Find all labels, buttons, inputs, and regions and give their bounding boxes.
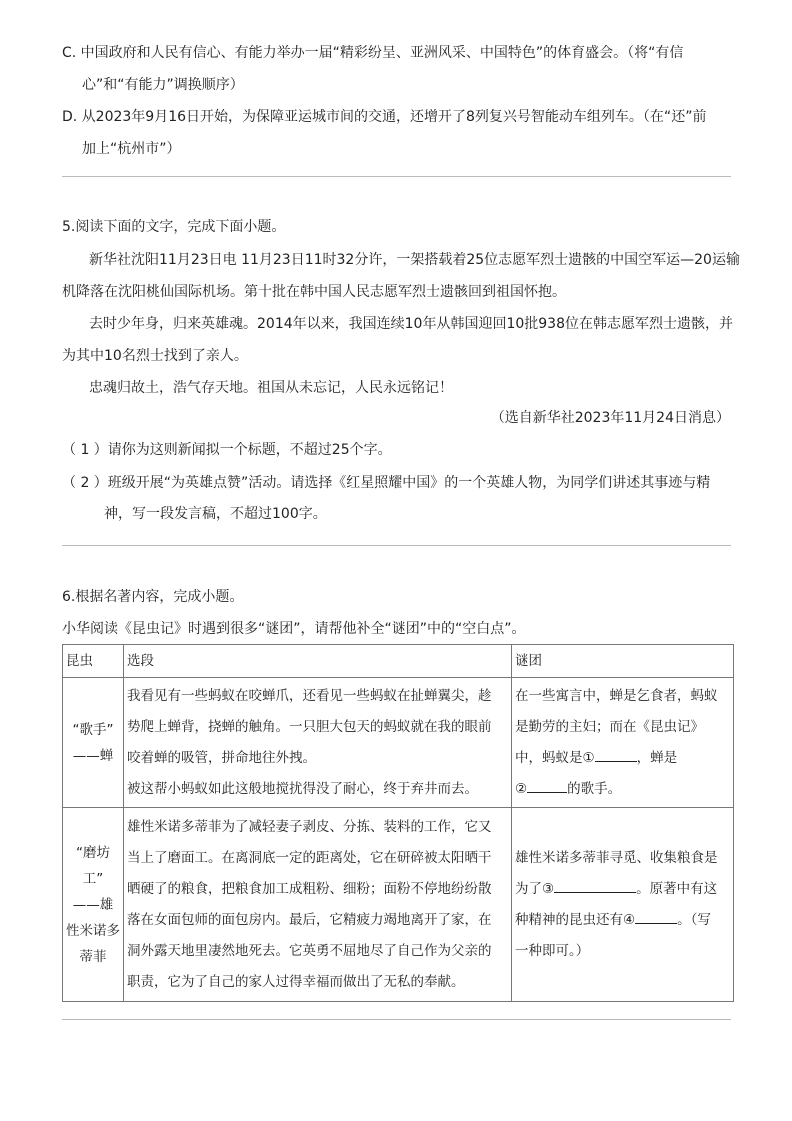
q5-subquestion-2-line1: （ 2 ）班级开展“为英雄点赞”活动。请选择《红星照耀中国》的一个英雄人物，为同学们讲述其事迹与精 — [62, 475, 711, 491]
q6-table — [62, 644, 734, 1002]
passage-line: 我看见有一些蚂蚁在咬蝉爪，还看见一些蚂蚁在扯蝉翼尖，趁 — [127, 687, 492, 704]
q5-subquestion-2-line2: 神，写一段发言稿，不超过100字。 — [104, 506, 327, 522]
mystery-text: 为了③ — [515, 880, 555, 897]
q6-title: 6.根据名著内容，完成小题。 — [62, 589, 244, 605]
mystery-line: 是勤劳的主妇；而在《昆虫记》 — [515, 718, 704, 735]
q5-paragraph2-line2: 为其中10名烈士找到了亲人。 — [62, 348, 248, 364]
insect-name-line: ——雄 — [72, 896, 114, 913]
insect-cell — [63, 808, 124, 1002]
mystery-line — [515, 774, 730, 805]
header-passage: 选段 — [124, 645, 512, 678]
option-c-line2: 心”和“有能力”调换顺序） — [82, 77, 244, 93]
answer-blank-4[interactable] — [635, 909, 677, 924]
insect-name-line: 性米诺多 — [66, 922, 120, 939]
mystery-line — [515, 743, 730, 774]
passage-line: 晒硬了的粮食，把粮食加工成粗粉、细粉；面粉不停地纷纷散 — [127, 880, 492, 897]
option-d-line1: D. 从2023年9月16日开始，为保障亚运城市间的交通，还增开了8列复兴号智能动车组列车。（在“还”前 — [62, 109, 707, 125]
option-c-line1: C. 中国政府和人民有信心、有能力举办一届“精彩纷呈、亚洲风采、中国特色”的体育盛会。（将“有信 — [62, 45, 684, 61]
table-header-row — [63, 645, 734, 678]
q5-paragraph2-line1: 去时少年身，归来英雄魂。2014年以来，我国连续10年从韩国迎回10批938位在韩志愿军烈士遗骸，并 — [89, 316, 733, 332]
header-mystery: 谜团 — [512, 645, 734, 678]
mystery-text: 中，蚂蚁是① — [515, 749, 595, 766]
q5-subquestion-1: （ 1 ）请你为这则新闻拟一个标题，不超过25个字。 — [62, 442, 392, 458]
insect-name-line: “歌手” — [72, 721, 114, 738]
mystery-cell — [512, 808, 734, 1002]
q5-paragraph3: 忠魂归故土，浩气存天地。祖国从未忘记，人民永远铭记！ — [89, 380, 453, 396]
passage-line: 势爬上蝉背，挠蝉的触角。一只胆大包天的蚂蚁就在我的眼前 — [127, 718, 492, 735]
header-insect: 昆虫 — [63, 645, 124, 678]
q5-source: （选自新华社2023年11月24日消息） — [490, 410, 730, 426]
q5-paragraph1-line1: 新华社沈阳11月23日电 11月23日11时32分许，一架搭载着25位志愿军烈士遗骸的中国空军运—20运输 — [89, 252, 740, 268]
table-row — [63, 678, 734, 808]
answer-blank-1[interactable] — [595, 747, 637, 762]
passage-cell — [124, 678, 512, 808]
mystery-line: 在一些寓言中，蝉是乞食者，蚂蚁 — [515, 687, 718, 704]
q5-paragraph1-line2: 机降落在沈阳桃仙国际机场。第十批在韩中国人民志愿军烈士遗骸回到祖国怀抱。 — [62, 284, 566, 300]
divider — [62, 1019, 731, 1020]
mystery-line: 一种即可。） — [515, 942, 590, 959]
option-d-line2: 加上“杭州市”） — [82, 141, 181, 157]
mystery-text: ，蝉是 — [636, 749, 678, 766]
mystery-line — [515, 905, 730, 936]
passage-line: 被这帮小蚂蚁如此这般地搅扰得没了耐心，终于弃井而去。 — [127, 780, 478, 797]
q6-intro: 小华阅读《昆虫记》时遇到很多“谜团”，请帮他补全“谜团”中的“空白点”。 — [62, 621, 526, 637]
mystery-text: 种精神的昆虫还有④ — [515, 911, 636, 928]
passage-line: 职责，它为了自己的家人过得幸福而做出了无私的奉献。 — [127, 973, 465, 990]
insect-name-line: ——蝉 — [72, 747, 114, 764]
insect-name-line: 工” — [82, 870, 104, 887]
mystery-line — [515, 874, 730, 905]
mystery-line: 雄性米诺多蒂菲寻觅、收集粮食是 — [515, 849, 718, 866]
q5-title: 5.阅读下面的文字，完成下面小题。 — [62, 219, 286, 235]
insect-cell — [63, 678, 124, 808]
answer-blank-2[interactable] — [527, 778, 567, 793]
mystery-text: 。原著中有这 — [636, 880, 718, 897]
divider — [62, 545, 731, 546]
passage-line: 咬着蝉的吸管，拼命地往外拽。 — [127, 749, 316, 766]
insect-name-line: 蒂菲 — [79, 948, 107, 965]
passage-cell — [124, 808, 512, 1002]
answer-blank-3[interactable] — [554, 878, 636, 893]
mystery-text: 。（写 — [677, 911, 711, 928]
mystery-text: 的歌手。 — [567, 780, 622, 797]
divider — [62, 176, 731, 177]
passage-line: 洞外露天地里凄然地死去。它英勇不屈地尽了自己作为父亲的 — [127, 942, 492, 959]
table-row — [63, 808, 734, 1002]
mystery-text: ② — [515, 780, 528, 797]
passage-line: 雄性米诺多蒂菲为了减轻妻子剥皮、分拣、装料的工作，它又 — [127, 818, 492, 835]
passage-line: 当上了磨面工。在离洞底一定的距离处，它在研碎被太阳晒干 — [127, 849, 492, 866]
insect-name-line: “磨坊 — [76, 844, 110, 861]
passage-line: 落在女面包师的面包房内。最后，它精疲力竭地离开了家，在 — [127, 911, 492, 928]
mystery-cell — [512, 678, 734, 808]
